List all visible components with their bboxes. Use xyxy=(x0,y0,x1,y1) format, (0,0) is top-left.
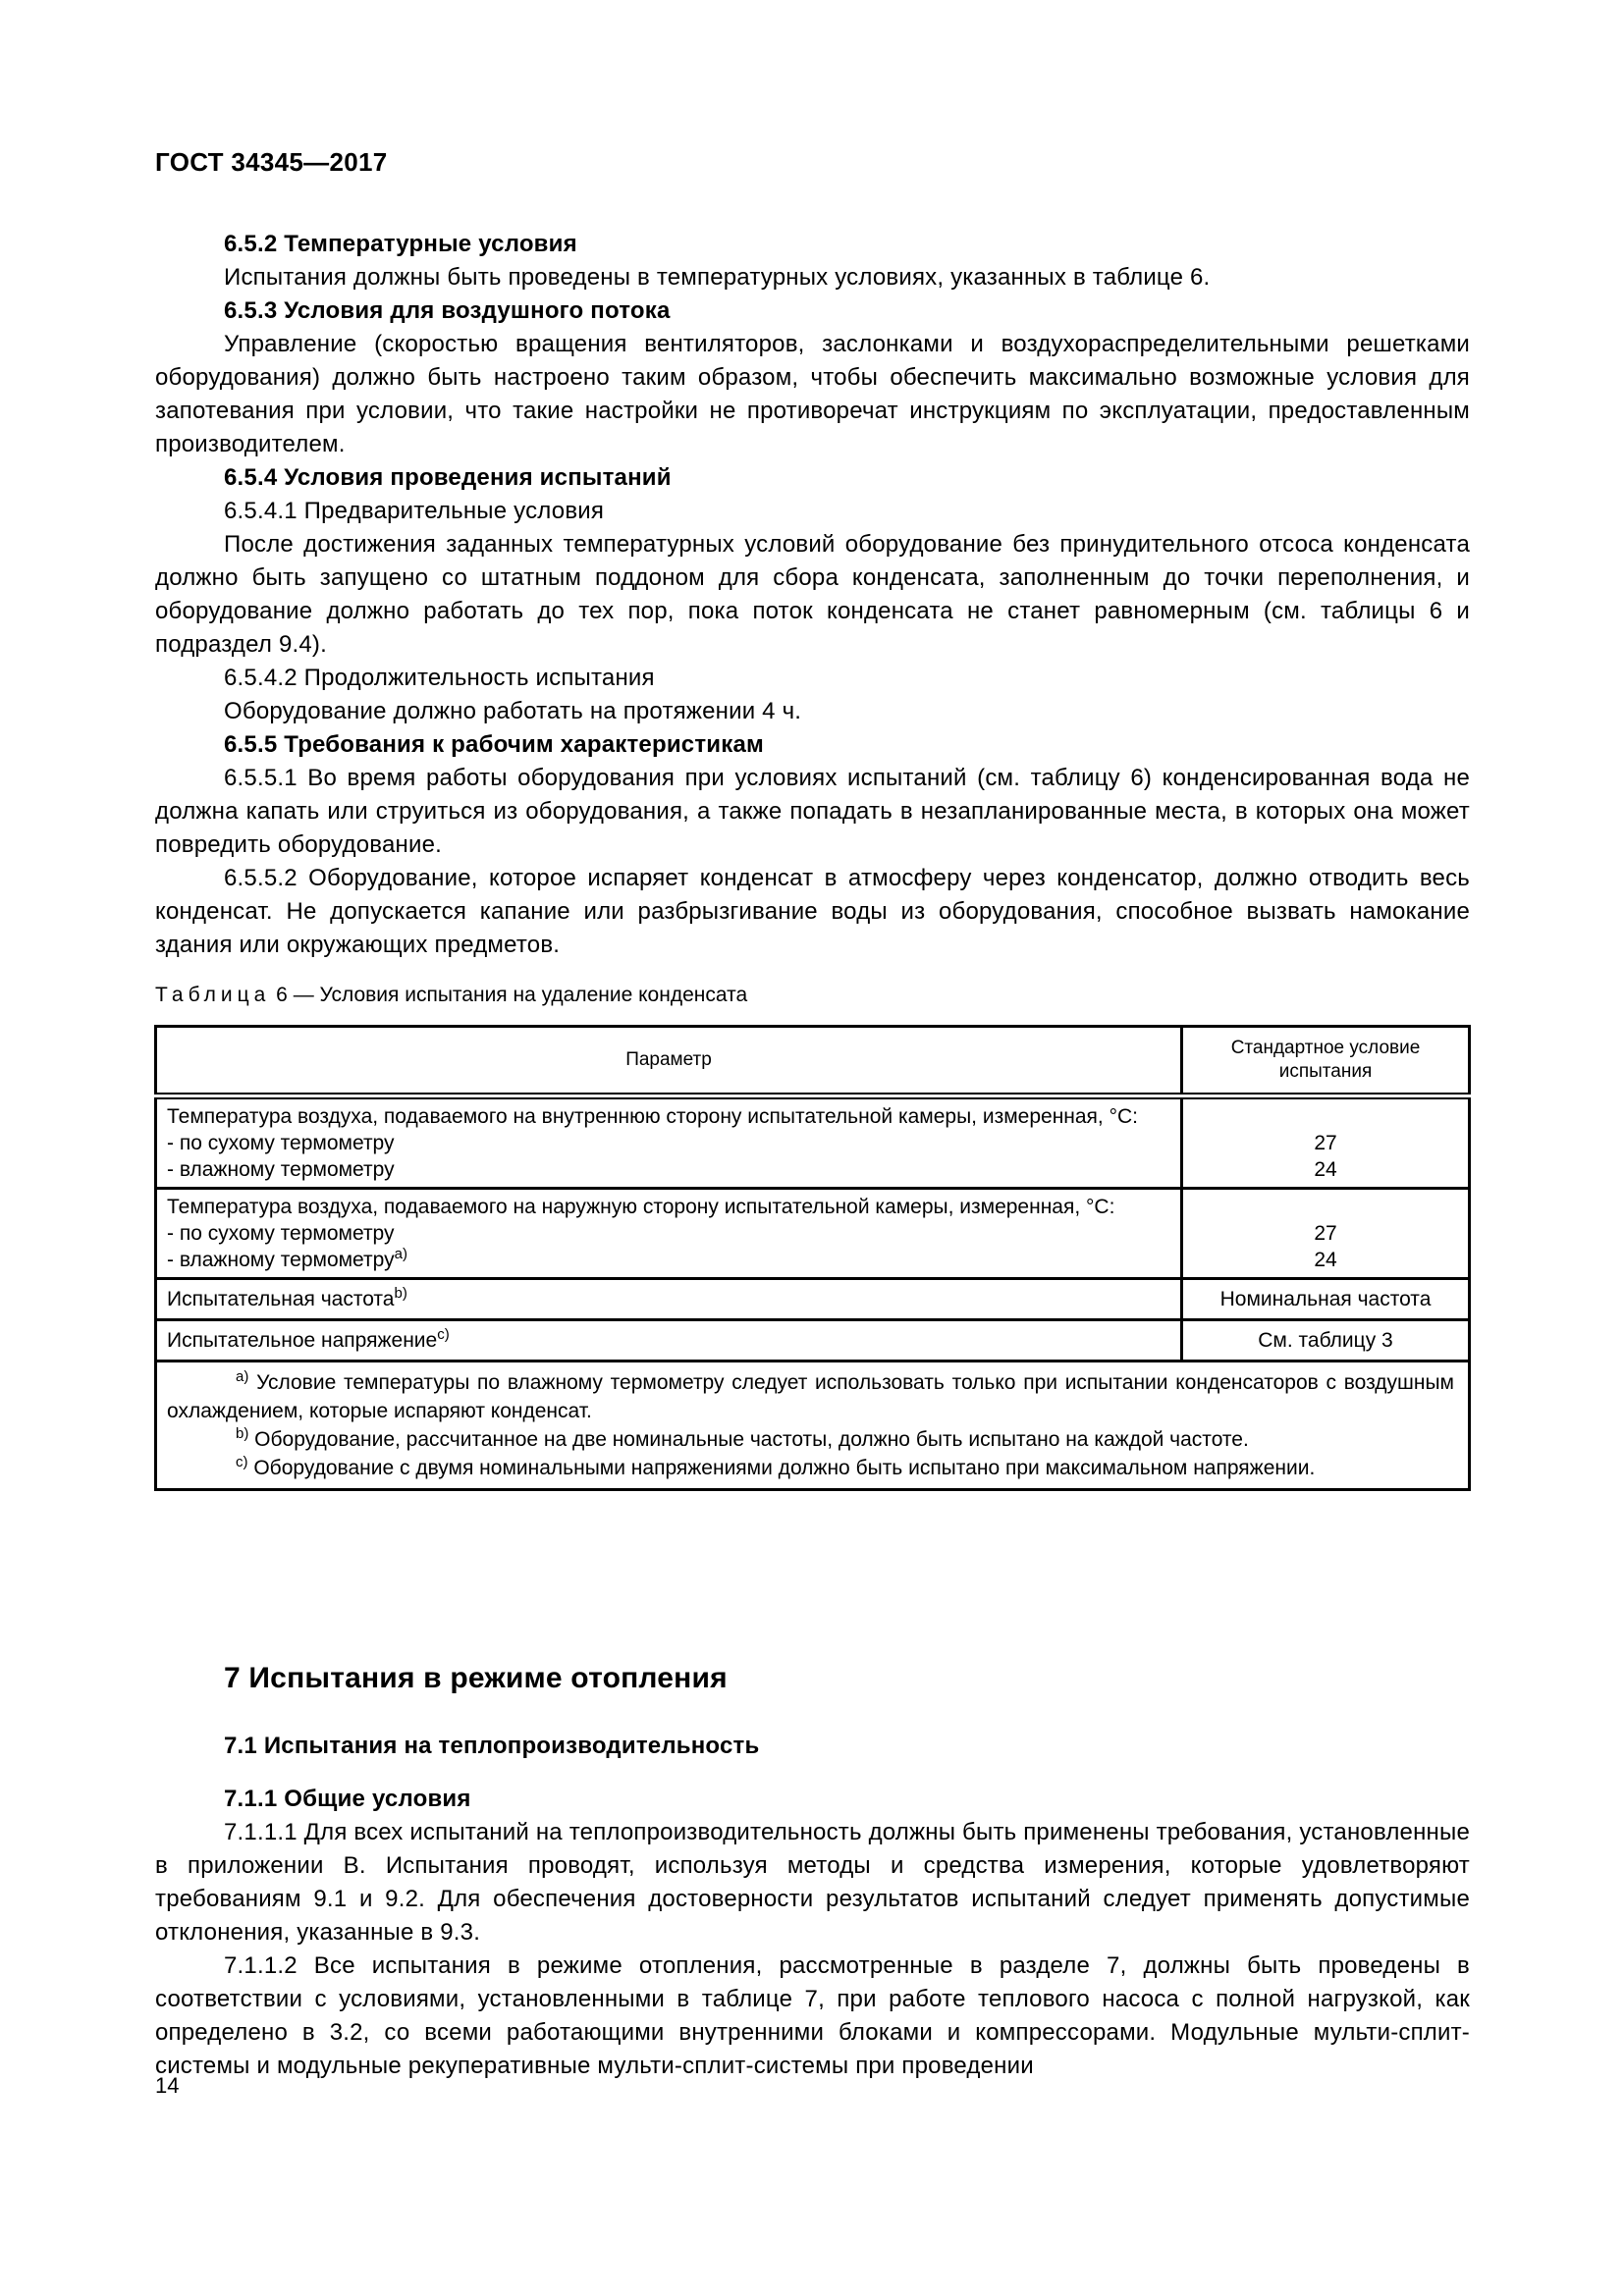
value-cell xyxy=(1182,1096,1470,1189)
heading-6-5-5: 6.5.5 Требования к рабочим характеристикам xyxy=(224,731,764,758)
param-text: Испытательное напряжение xyxy=(167,1329,438,1352)
footnote-mark: а) xyxy=(236,1368,249,1385)
heading-6-5-3: 6.5.3 Условия для воздушного потока xyxy=(224,297,671,324)
table-caption-text: 6 — Условия испытания на удаление конденсата xyxy=(270,984,748,1006)
table-row xyxy=(156,1320,1470,1362)
heading-6-5-2: 6.5.2 Температурные условия xyxy=(224,231,577,257)
footnote-text: Условие температуры по влажному термометру следует использовать только при испытании конденсаторов с воздушным охлаждением, которые испаряют конденсат. xyxy=(167,1371,1454,1422)
value-text: 24 xyxy=(1314,1158,1337,1181)
value-text: 24 xyxy=(1314,1249,1337,1271)
param-text-span: - влажному термометру xyxy=(167,1249,395,1271)
table-footnotes-row xyxy=(156,1362,1470,1490)
section-6-5-content xyxy=(155,228,1470,962)
footnote-ref: а) xyxy=(394,1246,407,1262)
document-header: ГОСТ 34345—2017 xyxy=(155,147,388,177)
paragraph: 6.5.4.2 Продолжительность испытания xyxy=(224,665,655,691)
footnotes-cell xyxy=(156,1362,1470,1490)
param-cell xyxy=(156,1279,1182,1320)
param-text: - по сухому термометру xyxy=(167,1222,395,1245)
value-text: 27 xyxy=(1314,1222,1337,1245)
table-caption xyxy=(155,982,747,1009)
footnote-text: Оборудование с двумя номинальными напряжениями должно быть испытано при максимальном напряжении. xyxy=(247,1457,1316,1479)
table-caption-label: Таблица xyxy=(155,984,271,1006)
paragraph: Испытания должны быть проведены в температурных условиях, указанных в таблице 6. xyxy=(224,264,1211,291)
value-cell xyxy=(1182,1189,1470,1279)
footnote-ref: c) xyxy=(437,1326,450,1343)
table-row xyxy=(156,1189,1470,1279)
paragraph: 7.1.1.1 Для всех испытаний на теплопроизводительность должны быть применены требования, установленные в приложении В. Испытания проводят, используя методы и средства измерения, которые удовлетворяют требованиям 9.1 и 9.2. Для обеспечения достоверности результатов испытаний следует применять допустимые отклонения, указанные в 9.3. xyxy=(155,1819,1470,1946)
param-cell xyxy=(156,1320,1182,1362)
paragraph: После достижения заданных температурных условий оборудование без принудительного отсоса конденсата должно быть запущено со штатным поддоном для сбора конденсата, заполненным до точки переполнения, и оборудование должно работать до тех пор, пока поток конденсата не станет равномерным (см. таблицы 6 и подраздел 9.4). xyxy=(155,531,1470,658)
heading-7-1: 7.1 Испытания на теплопроизводительность xyxy=(224,1733,760,1759)
paragraph: 6.5.5.1 Во время работы оборудования при условиях испытаний (см. таблицу 6) конденсированная вода не должна капать или струиться из оборудования, а также попадать в незапланированные места, в которых она может повредить оборудование. xyxy=(155,765,1470,858)
footnote-mark: c) xyxy=(236,1454,248,1470)
paragraph: Управление (скоростью вращения вентиляторов, заслонками и воздухораспределительными решетками оборудования) должно быть настроено таким образом, чтобы обеспечить максимально возможные условия для запотевания при условии, что такие настройки не противоречат инструкциям по эксплуатации, предоставленным производителем. xyxy=(155,331,1470,457)
param-text: Испытательная частота xyxy=(167,1288,395,1310)
value-cell: Номинальная частота xyxy=(1182,1279,1470,1320)
param-cell xyxy=(156,1189,1182,1279)
param-text: Температура воздуха, подаваемого на наружную сторону испытательной камеры, измеренная, °С: xyxy=(167,1196,1115,1218)
paragraph: 6.5.4.1 Предварительные условия xyxy=(224,498,605,524)
footnote xyxy=(167,1454,1454,1482)
footnote-ref: b) xyxy=(394,1285,407,1302)
section-7-content xyxy=(155,1659,1470,2083)
column-header-parameter: Параметр xyxy=(156,1027,1182,1096)
paragraph: 7.1.1.2 Все испытания в режиме отопления, рассмотренные в разделе 7, должны быть проведены в соответствии с условиями, установленными в таблице 7, при работе теплового насоса с полной нагрузкой, как определено в 3.2, со всеми работающими внутренними блоками и компрессорами. Модульные мульти-сплит-системы и модульные рекуперативные мульти-сплит-системы при проведении xyxy=(155,1952,1470,2079)
paragraph: Оборудование должно работать на протяжении 4 ч. xyxy=(224,698,802,724)
heading-7-1-1: 7.1.1 Общие условия xyxy=(224,1786,471,1812)
value-cell: См. таблицу 3 xyxy=(1182,1320,1470,1362)
table-6 xyxy=(154,1025,1471,1491)
table-row xyxy=(156,1279,1470,1320)
table-header-row xyxy=(156,1027,1470,1096)
heading-6-5-4: 6.5.4 Условия проведения испытаний xyxy=(224,464,672,491)
param-cell xyxy=(156,1096,1182,1189)
paragraph: 6.5.5.2 Оборудование, которое испаряет конденсат в атмосферу через конденсатор, должно отводить весь конденсат. Не допускается капание или разбрызгивание воды из оборудования, способное вызвать намокание здания или окружающих предметов. xyxy=(155,865,1470,958)
section-7-title: 7 Испытания в режиме отопления xyxy=(224,1662,728,1694)
param-text: Температура воздуха, подаваемого на внутреннюю сторону испытательной камеры, измеренная, °С: xyxy=(167,1105,1138,1128)
param-text: - по сухому термометру xyxy=(167,1132,395,1154)
value-text: 27 xyxy=(1314,1132,1337,1154)
param-text: - влажному термометру xyxy=(167,1158,395,1181)
footnote-text: Оборудование, рассчитанное на две номинальные частоты, должно быть испытано на каждой частоте. xyxy=(248,1428,1249,1451)
column-header-standard-condition: Стандартное условие испытания xyxy=(1182,1027,1470,1096)
param-text xyxy=(167,1247,1170,1273)
table-row xyxy=(156,1096,1470,1189)
page-number: 14 xyxy=(155,2073,180,2098)
footnote xyxy=(167,1425,1454,1454)
footnote xyxy=(167,1368,1454,1425)
footnote-mark: b) xyxy=(236,1425,249,1442)
